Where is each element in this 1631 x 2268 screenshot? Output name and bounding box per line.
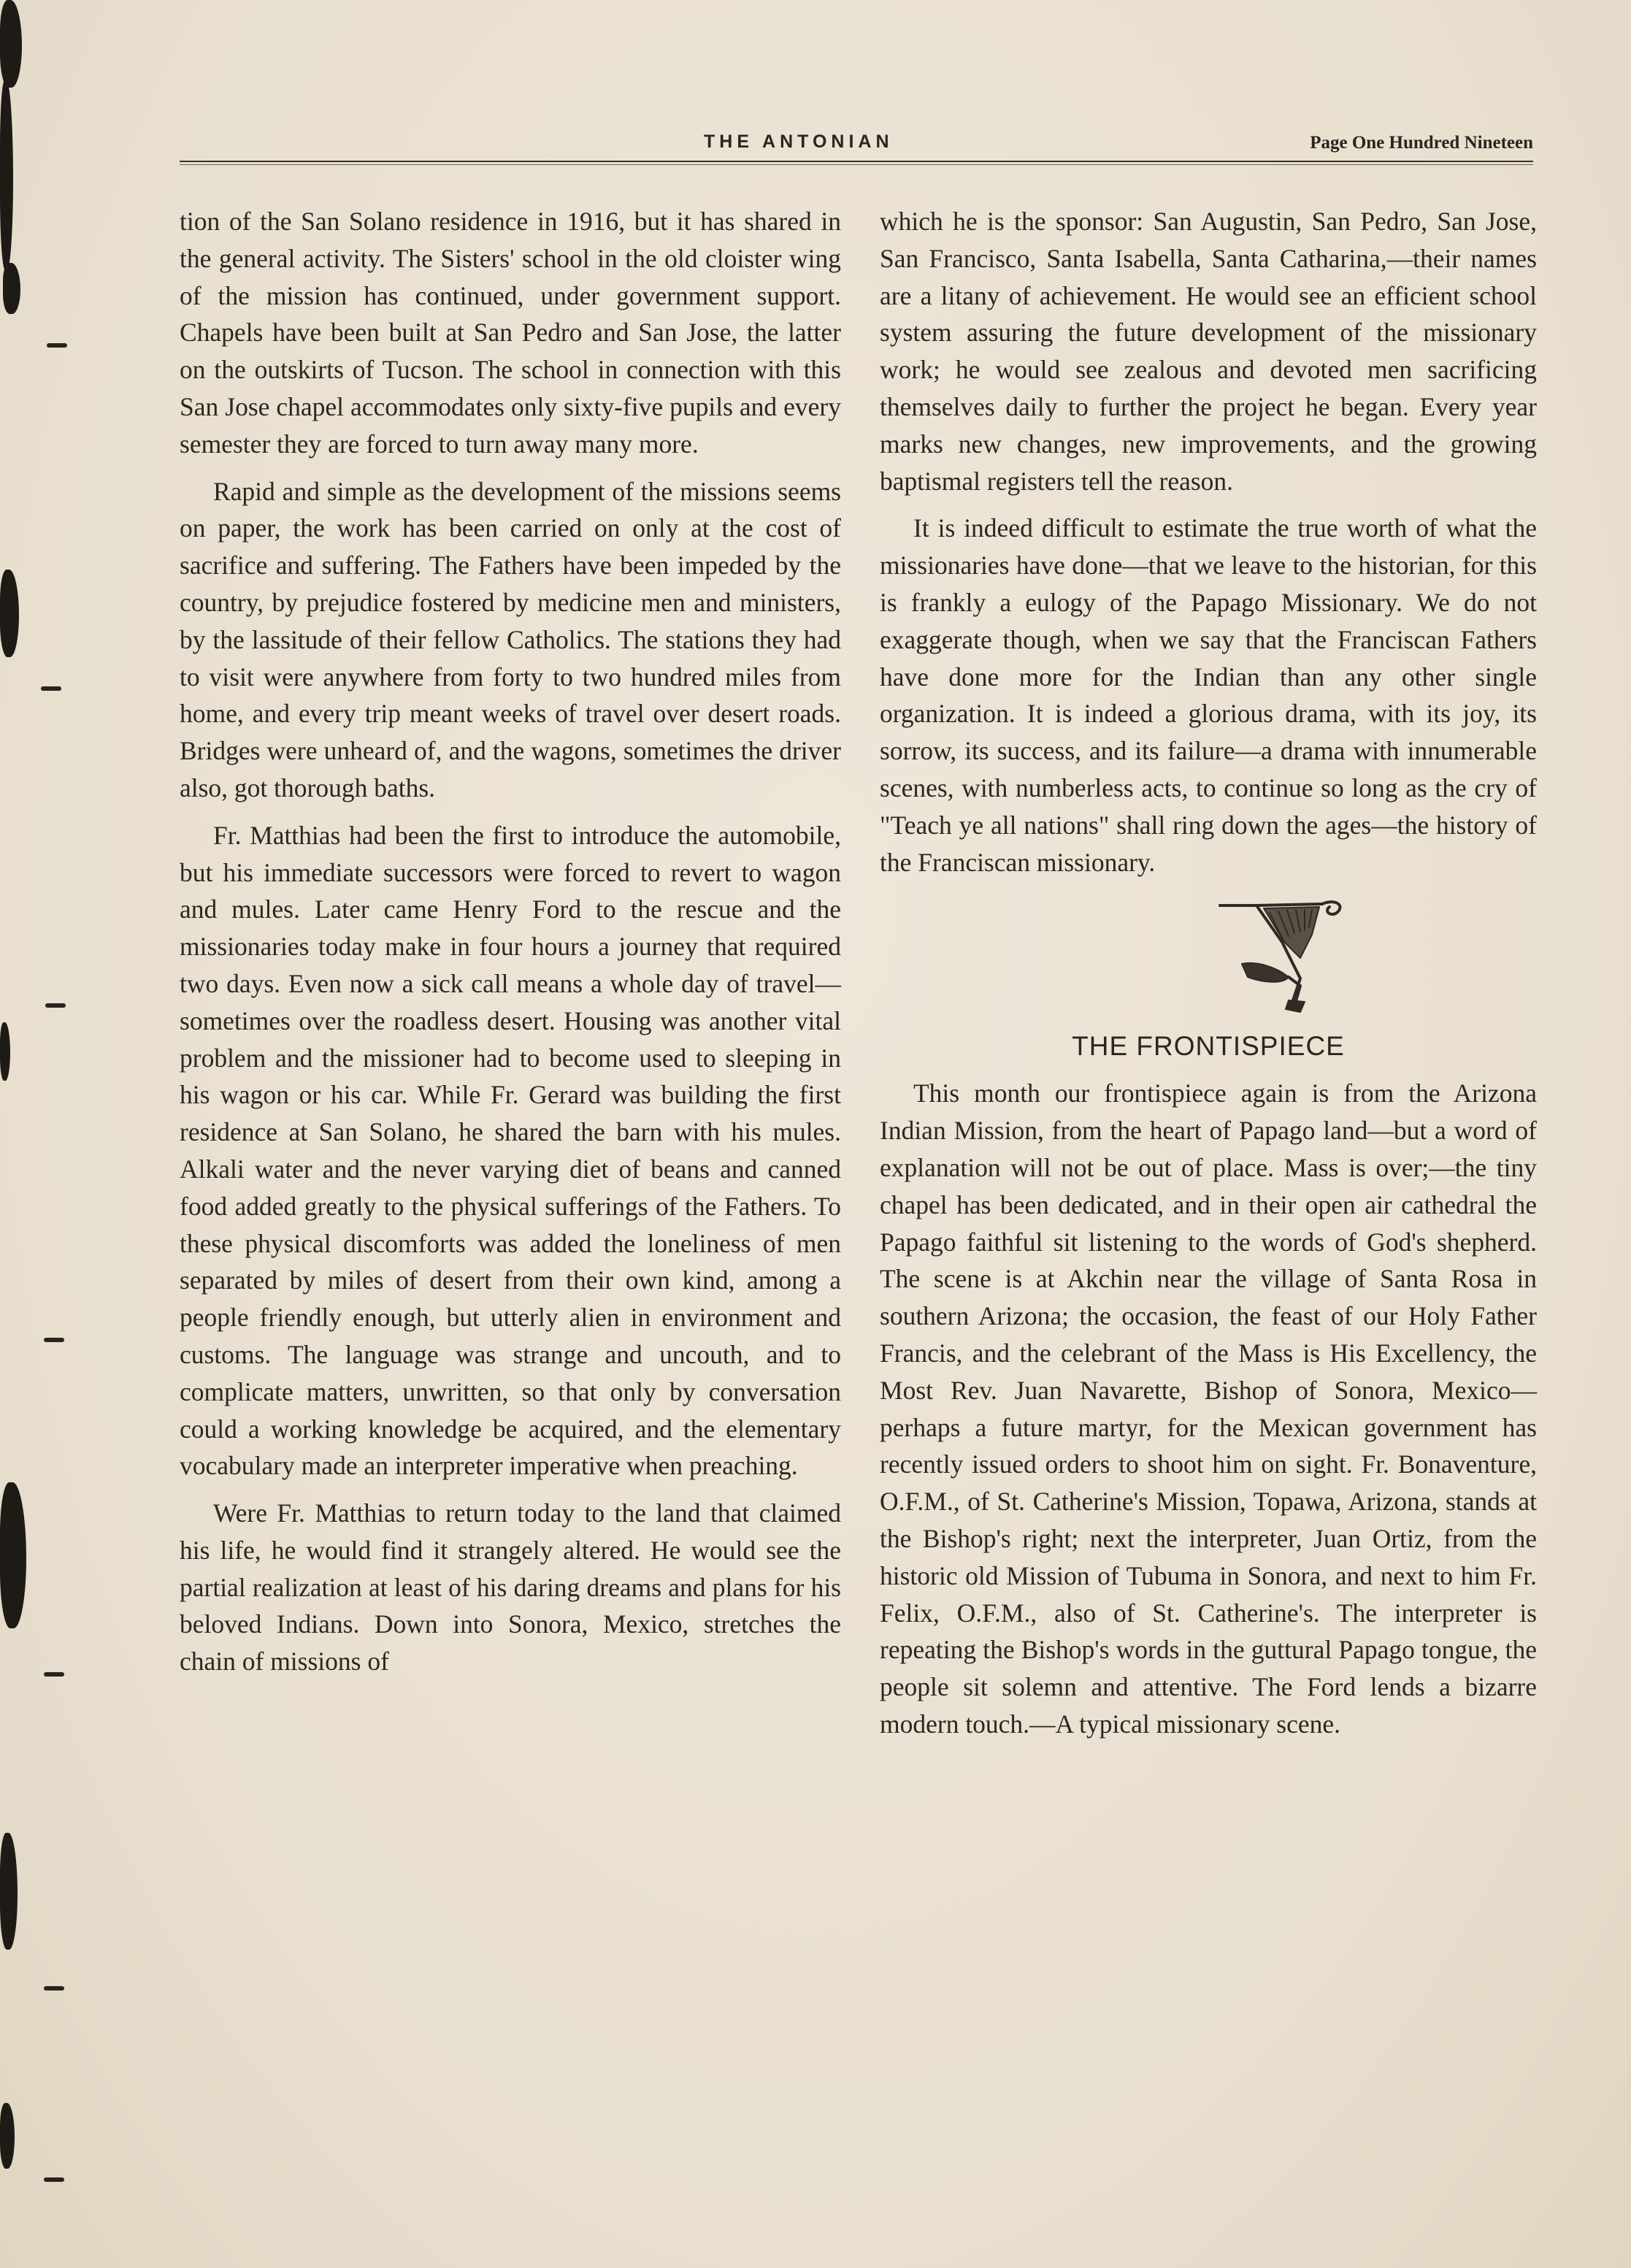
eagle-scroll-ornament-icon [1213, 891, 1351, 1015]
margin-mark [44, 1338, 64, 1342]
section-title: THE FRONTISPIECE [1072, 1031, 1345, 1062]
margin-mark [47, 343, 67, 348]
page-number: Page One Hundred Nineteen [1310, 133, 1533, 153]
paragraph: It is indeed difficult to estimate the true worth of what the missionaries have done—that we leave to the historian, for this is frankly a eulogy of the Papago Missionary. We do not exaggerate though, when we say that the Franciscan Fathers have done more for the Indian than any other single organization. It is indeed a glorious drama, with its joy, its sorrow, its success, and its failure—a drama with innumerable scenes, with numberless acts, to continue so long as the cry of "Teach ye all nations" shall ring down the ages—the history of the Franciscan missionary. [880, 513, 1537, 877]
paragraph: Rapid and simple as the development of the missions seems on paper, the work has been carried on only at the cost of sacrifice and suffering. The Fathers have been impeded by the country, by prejudice fostered by medicine men and ministers, by the lassitude of their fellow Catholics. The stations they had to visit were anywhere from forty to two hundred miles from home, and every trip meant weeks of travel over desert roads. Bridges were unheard of, and the wagons, sometimes the driver also, got thorough baths. [180, 476, 841, 802]
paragraph: This month our frontispiece again is from the Arizona Indian Mission, from the heart of Papago land—but a word of explanation will not be out of place. Mass is over;—the tiny chapel has been dedicated, and in their open air cathedral the Papago faithful sit listening to the words of God's shepherd. The scene is at Akchin near the village of Santa Rosa in southern Arizona; the occasion, the feast of our Holy Father Francis, and the celebrant of the Mass is His Excellency, the Most Rev. Juan Navarette, Bishop of Sonora, Mexico—perhaps a future martyr, for the Mexican government has recently issued orders to shoot him on sight. Fr. Bonaventure, O.F.M., of St. Catherine's Mission, Topawa, Arizona, stands at the Bishop's right; next the interpreter, Juan Ortiz, from the historic old Mission of Tubuma in Sonora, and next to him Fr. Felix, O.F.M., also of St. Catherine's. The interpreter is repeating the Bishop's words in the guttural Papago tongue, the people sit solemn and attentive. The Ford lends a bizarre modern touch.—A typical missionary scene. [880, 1079, 1537, 1739]
paragraph: Were Fr. Matthias to return today to the land that claimed his life, he would find it strangely altered. He would see the partial realization at least of his daring dreams and plans for his beloved Indians. Down into Sonora, Mexico, stretches the chain of missions of [180, 1498, 841, 1677]
margin-mark [45, 1003, 66, 1008]
torn-left-edge [0, 0, 28, 2268]
margin-mark [44, 1986, 64, 1991]
right-column [880, 203, 1537, 1753]
page-header [180, 131, 1533, 165]
paragraph: tion of the San Solano residence in 1916, but it has shared in the general activity. The Sisters' school in the old cloister wing of the mission has continued, under government support. Chapels have been built at San Pedro and San Jose, the latter on the outskirts of Tucson. The school in connection with this San Jose chapel accommodates only sixty-five pupils and every semester they are forced to turn away many more. [180, 207, 841, 459]
paragraph: Fr. Matthias had been the first to introduce the automobile, but his immediate successors were forced to revert to wagon and mules. Later came Henry Ford to the rescue and the missionaries today make in four hours a journey that required two days. Even now a sick call means a whole day of travel—sometimes over the roadless desert. Housing was another vital problem and the missioner had to become used to sleeping in his wagon or his car. While Fr. Gerard was building the first residence at San Solano, he shared the barn with his mules. Alkali water and the never varying diet of beans and canned food added greatly to the physical sufferings of the Fathers. To these physical discomforts was added the loneliness of men separated by miles of desert from their own kind, among a people friendly enough, but utterly alien in environment and customs. The language was strange and uncouth, and to complicate matters, unwritten, so that only by conversation could a working knowledge be acquired, and the elementary vocabulary made an interpreter imperative when preaching. [180, 820, 841, 1481]
running-head: THE ANTONIAN [704, 131, 894, 152]
paragraph: which he is the sponsor: San Augustin, San Pedro, San Jose, San Francisco, Santa Isabella, Santa Catharina,—their names are a litany of achievement. He would see an efficient school system assuring the future development of the missionary work; he would see zealous and devoted men sacrificing themselves daily to further the project he began. Every year marks new changes, new improvements, and the growing baptismal registers tell the reason. [880, 207, 1537, 496]
margin-mark [41, 686, 61, 691]
margin-mark [44, 1672, 64, 1677]
header-rule [180, 161, 1533, 162]
left-column [180, 203, 841, 1690]
header-rule-thin [180, 164, 1533, 165]
margin-mark [44, 2177, 64, 2182]
